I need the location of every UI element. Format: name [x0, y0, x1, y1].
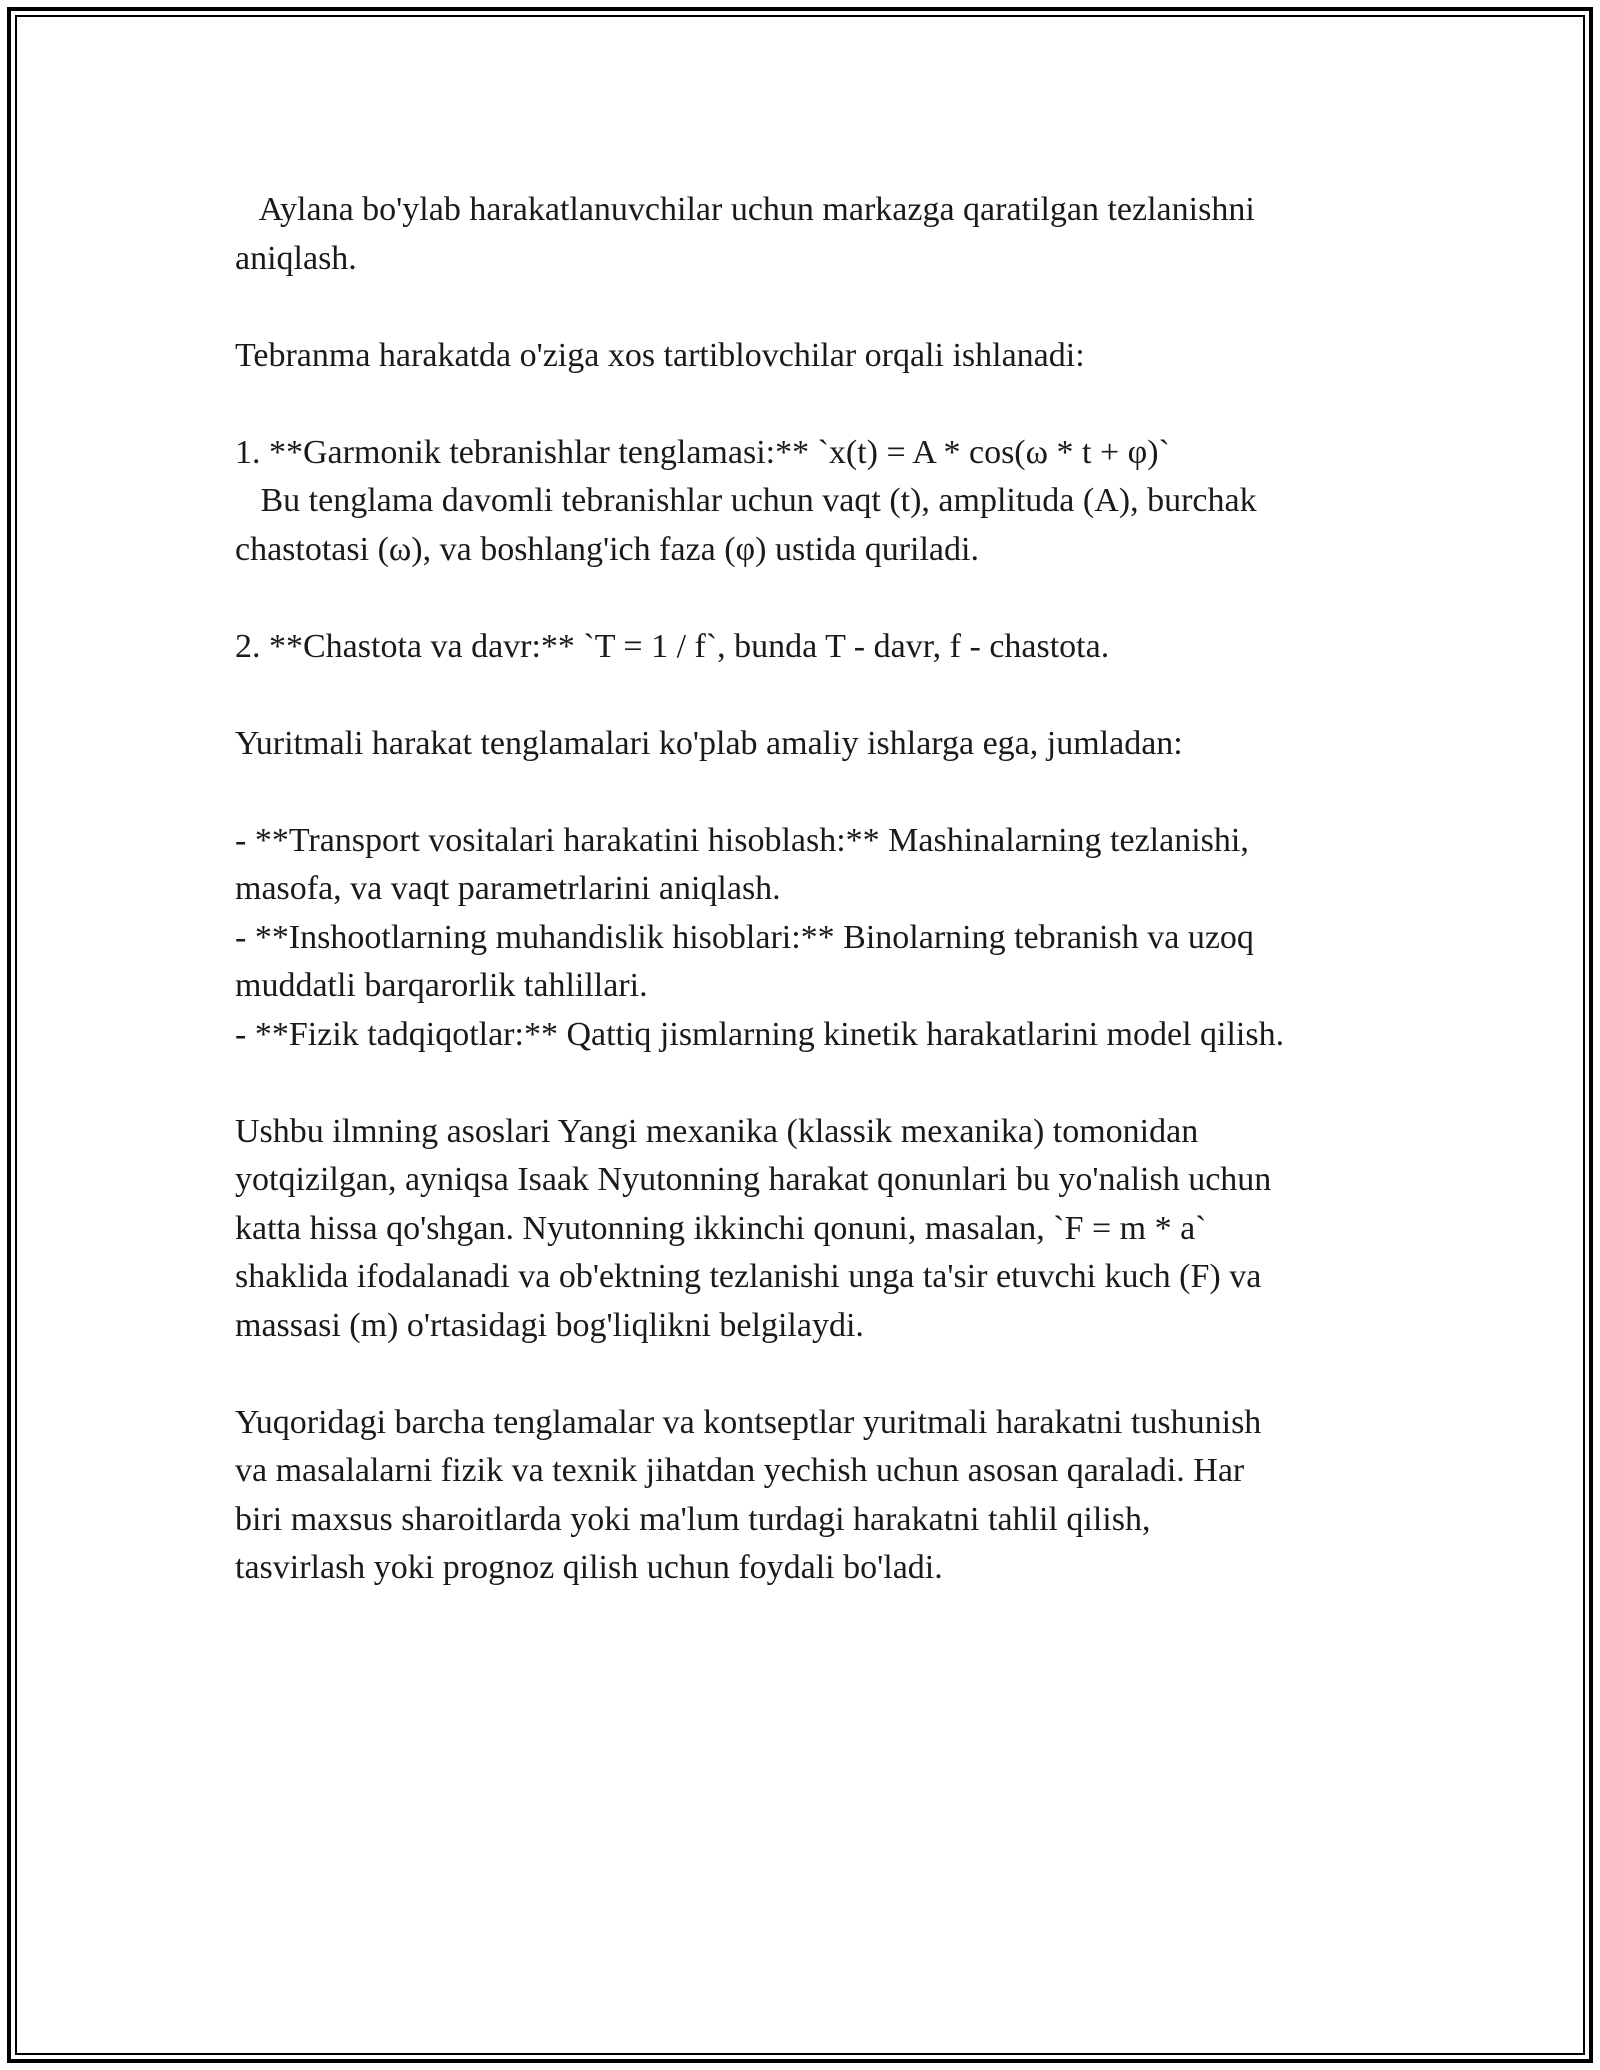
- text-line: Tebranma harakatda o'ziga xos tartiblovchilar orqali ishlanadi:: [235, 336, 1085, 374]
- text-line: Yuritmali harakat tenglamalari ko'plab amaliy ishlarga ega, jumladan:: [235, 724, 1183, 762]
- text-line: tasvirlash yoki prognoz qilish uchun foydali bo'ladi.: [235, 1549, 943, 1586]
- paragraph-spacer: [235, 380, 1380, 429]
- paragraph-spacer: [235, 671, 1380, 720]
- text-line: katta hissa qo'shgan. Nyutonning ikkinchi qonuni, masalan, `F = m * a`: [235, 1209, 1207, 1247]
- text-line: 2. **Chastota va davr:** `T = 1 / f`, bunda T - davr, f - chastota.: [235, 627, 1110, 665]
- text-line: massasi (m) o'rtasidagi bog'liqlikni belgilaydi.: [235, 1306, 864, 1344]
- text-line: muddatli barqarorlik tahlillari.: [235, 967, 648, 1004]
- text-line: Bu tenglama davomli tebranishlar uchun vaqt (t), amplituda (A), burchak: [235, 482, 1257, 519]
- text-line: chastotasi (ω), va boshlang'ich faza (φ) ustida quriladi.: [235, 530, 979, 568]
- paragraph-spacer: [235, 768, 1380, 817]
- text-line: yotqizilgan, ayniqsa Isaak Nyutonning harakat qonunlari bu yo'nalish uchun: [235, 1161, 1272, 1198]
- text-line: shaklida ifodalanadi va ob'ektning tezlanishi unga ta'sir etuvchi kuch (F) va: [235, 1258, 1262, 1295]
- text-line: biri maxsus sharoitlarda yoki ma'lum turdagi harakatni tahlil qilish,: [235, 1500, 1151, 1538]
- text-line: Aylana bo'ylab harakatlanuvchilar uchun markazga qaratilgan tezlanishni: [235, 191, 1255, 228]
- paragraph: [235, 1399, 1380, 1593]
- paragraph: [235, 817, 1380, 1060]
- text-line: aniqlash.: [235, 239, 357, 277]
- paragraph-spacer: [235, 1350, 1380, 1399]
- text-line: masofa, va vaqt parametrlarini aniqlash.: [235, 870, 781, 907]
- text-line: Ushbu ilmning asoslari Yangi mexanika (klassik mexanika) tomonidan: [235, 1112, 1199, 1150]
- paragraph: [235, 623, 1380, 672]
- text-line: 1. **Garmonik tebranishlar tenglamasi:** `x(t) = A * cos(ω * t + φ)`: [235, 433, 1170, 471]
- text-line: Yuqoridagi barcha tenglamalar va kontseptlar yuritmali harakatni tushunish: [235, 1403, 1262, 1441]
- paragraph: [235, 429, 1380, 575]
- paragraph: [235, 1108, 1380, 1351]
- paragraph: [235, 186, 1380, 283]
- text-line: - **Transport vositalari harakatini hisoblash:** Mashinalarning tezlanishi,: [235, 821, 1249, 859]
- document-body: [235, 186, 1380, 1593]
- paragraph-spacer: [235, 574, 1380, 623]
- text-line: - **Fizik tadqiqotlar:** Qattiq jismlarning kinetik harakatlarini model qilish.: [235, 1015, 1285, 1053]
- paragraph: [235, 332, 1380, 381]
- text-line: va masalalarni fizik va texnik jihatdan yechish uchun asosan qaraladi. Har: [235, 1452, 1245, 1489]
- text-line: - **Inshootlarning muhandislik hisoblari:** Binolarning tebranish va uzoq: [235, 918, 1254, 956]
- paragraph-spacer: [235, 1059, 1380, 1108]
- paragraph-spacer: [235, 283, 1380, 332]
- paragraph: [235, 720, 1380, 769]
